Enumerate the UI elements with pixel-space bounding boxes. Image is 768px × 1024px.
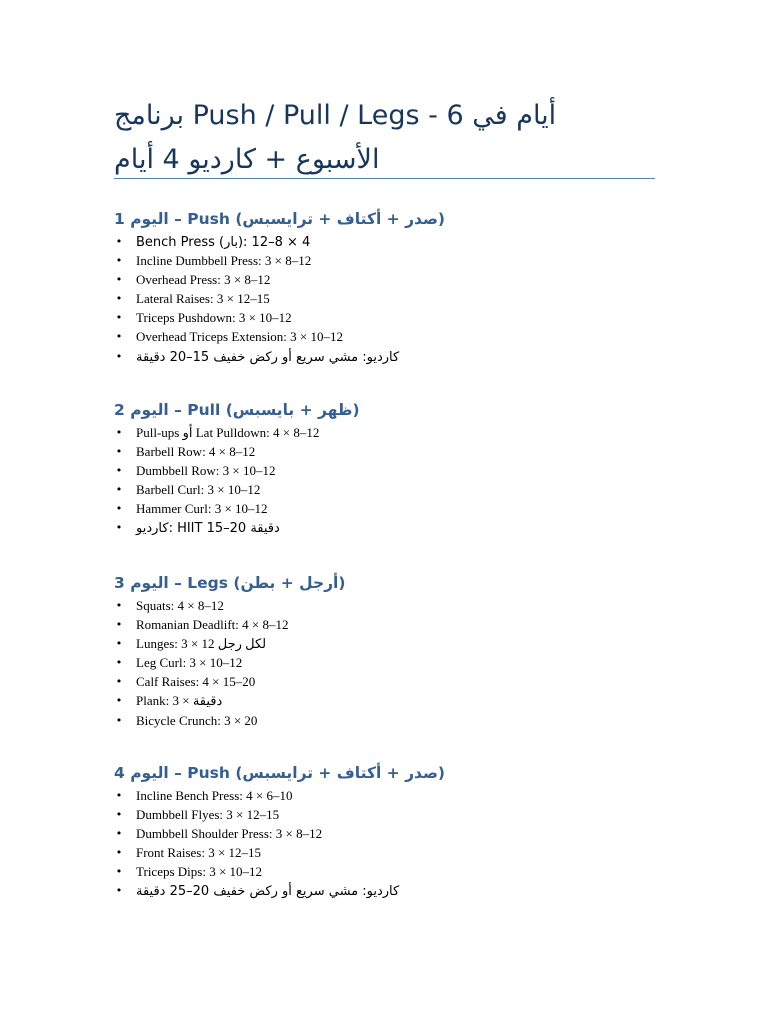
bullet-icon: •	[115, 827, 123, 841]
list-item: • Bench Press (بار): 4 × 8–12	[114, 232, 674, 251]
bullet-icon: •	[115, 599, 123, 612]
bullet-icon: •	[115, 445, 123, 459]
bullet-icon: •	[115, 694, 123, 708]
day-2-section	[114, 399, 674, 538]
list-item: • Barbell Curl: 3 × 10–12	[114, 480, 674, 499]
title-line-1: برنامج Push / Pull / Legs - 6 أيام في	[114, 100, 557, 131]
list-item: • Squats: 4 × 8–12	[114, 596, 674, 615]
bullet-icon: •	[115, 865, 123, 879]
bullet-icon: •	[115, 521, 123, 535]
list-item: • Calf Raises: 4 × 15–20	[114, 672, 674, 691]
list-item: • Plank: 3 × دقيقة	[114, 691, 674, 710]
list-item: • Dumbbell Row: 3 × 10–12	[114, 461, 674, 480]
list-item: • Lateral Raises: 3 × 12–15	[114, 289, 674, 308]
bullet-icon: •	[115, 675, 123, 689]
list-item: • Hammer Curl: 3 × 10–12	[114, 499, 674, 518]
list-item: • Romanian Deadlift: 4 × 8–12	[114, 615, 674, 634]
bullet-icon: •	[115, 426, 123, 439]
bullet-icon: •	[115, 349, 123, 363]
document-title	[114, 94, 654, 182]
bullet-icon: •	[115, 330, 123, 344]
bullet-icon: •	[115, 273, 123, 287]
list-item: • كارديو: مشي سريع أو ركض خفيف 15–20 دقيقة	[114, 347, 674, 366]
day-3-heading: 3 اليوم – Legs (أرجل + بطن)	[114, 574, 346, 592]
bullet-icon: •	[115, 846, 123, 860]
list-item: • كارديو: مشي سريع أو ركض خفيف 20–25 دقيقة	[114, 881, 674, 900]
title-underline	[114, 178, 655, 179]
title-line-2: الأسبوع + كارديو 4 أيام	[114, 144, 380, 175]
bullet-icon: •	[115, 884, 123, 898]
day-4-heading: 4 اليوم – Push (صدر + أكتاف + ترايسبس)	[114, 764, 446, 782]
bullet-icon: •	[115, 808, 123, 822]
day-2-heading: 2 اليوم – Pull (ظهر + بايسبس)	[114, 401, 360, 419]
day-4-section	[114, 762, 674, 901]
list-item: • كارديو: HIIT 15–20 دقيقة	[114, 518, 674, 537]
bullet-icon: •	[115, 464, 123, 478]
list-item: • Overhead Triceps Extension: 3 × 10–12	[114, 327, 674, 346]
bullet-icon: •	[115, 637, 123, 651]
list-item: • Front Raises: 3 × 12–15	[114, 843, 674, 862]
bullet-icon: •	[115, 292, 123, 306]
list-item: • Pull-ups أو Lat Pulldown: 4 × 8–12	[114, 423, 674, 442]
bullet-icon: •	[115, 254, 123, 268]
bullet-icon: •	[115, 789, 123, 802]
list-item: • Incline Bench Press: 4 × 6–10	[114, 786, 674, 805]
list-item: • Incline Dumbbell Press: 3 × 8–12	[114, 251, 674, 270]
list-item: • Dumbbell Shoulder Press: 3 × 8–12	[114, 824, 674, 843]
day-4-exercise-list	[114, 786, 674, 901]
bullet-icon: •	[115, 656, 123, 670]
list-item: • Triceps Dips: 3 × 10–12	[114, 862, 674, 881]
list-item: • Barbell Row: 4 × 8–12	[114, 442, 674, 461]
list-item: • Dumbbell Flyes: 3 × 12–15	[114, 805, 674, 824]
day-1-heading: 1 اليوم – Push (صدر + أكتاف + ترايسبس)	[114, 210, 446, 228]
day-2-exercise-list	[114, 423, 674, 538]
bullet-icon: •	[115, 713, 123, 727]
list-item: • Lunges: 3 × 12 لكل رجل	[114, 634, 674, 653]
day-1-section	[114, 208, 674, 366]
bullet-icon: •	[115, 618, 123, 632]
day-1-exercise-list	[114, 232, 674, 366]
day-3-section	[114, 572, 674, 730]
list-item: • Bicycle Crunch: 3 × 20	[114, 711, 674, 730]
day-3-exercise-list	[114, 596, 674, 730]
list-item: • Leg Curl: 3 × 10–12	[114, 653, 674, 672]
bullet-icon: •	[115, 502, 123, 516]
bullet-icon: •	[115, 235, 123, 248]
list-item: • Triceps Pushdown: 3 × 10–12	[114, 308, 674, 327]
list-item: • Overhead Press: 3 × 8–12	[114, 270, 674, 289]
bullet-icon: •	[115, 483, 123, 497]
bullet-icon: •	[115, 311, 123, 325]
